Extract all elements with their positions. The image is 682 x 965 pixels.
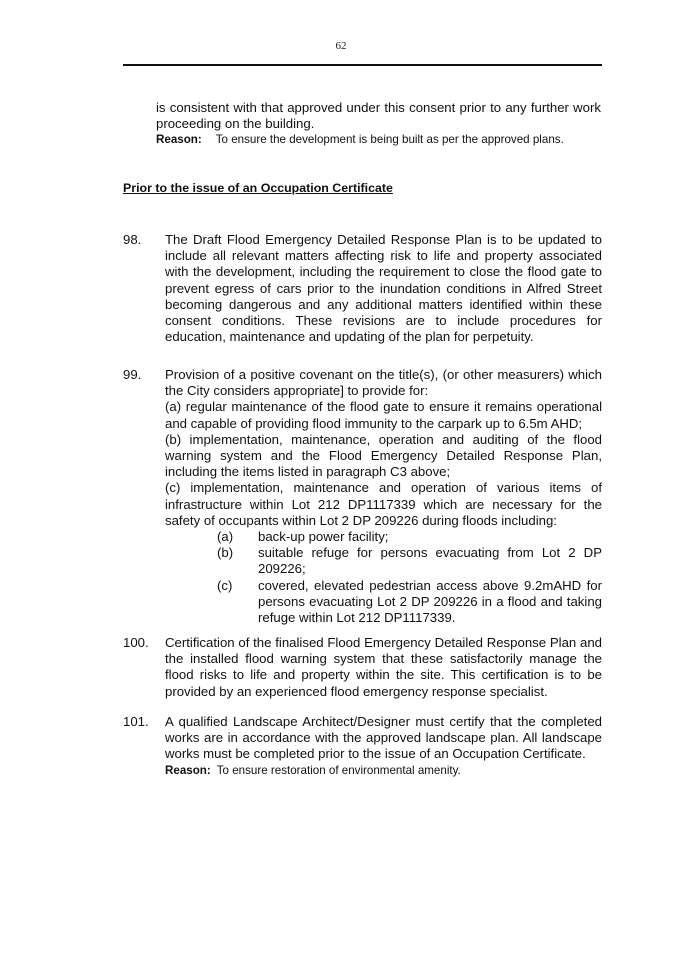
continuation-paragraph (156, 100, 601, 148)
condition-number: 100. (123, 635, 149, 650)
sub-item (217, 545, 602, 577)
reason-text: To ensure restoration of environmental amenity. (216, 763, 461, 777)
condition-text: The Draft Flood Emergency Detailed Response Plan is to be updated to include all relevant matters affecting risk to life and property associated with the development, including the requirement to close the flood gate to prevent egress of cars prior to the inundation conditions in Alfred Street becoming dangerous and any additional matters identified within these consent conditions. These revisions are to include procedures for education, maintenance and updating of the plan for perpetuity. (165, 232, 602, 345)
clause-a: (a) regular maintenance of the flood gate to ensure it remains operational and capable of providing flood immunity to the carpark up to 6.5m AHD; (165, 399, 602, 431)
clause-c: (c) implementation, maintenance and operation of various items of infrastructure within Lot 212 DP1117339 which are necessary for the safety of occupants within Lot 2 DP 209226 during floods including: (165, 480, 602, 528)
condition-intro: Provision of a positive covenant on the title(s), (or other measurers) which the City considers appropriate] to provide for: (165, 367, 602, 399)
reason-label: Reason: (156, 133, 202, 147)
condition-number: 98. (123, 232, 142, 247)
sub-item (217, 578, 602, 627)
reason-label: Reason: (165, 763, 211, 777)
condition-text: Certification of the finalised Flood Emergency Detailed Response Plan and the installed flood warning system that these satisfactorily manage the flood risks to life and property within the site. This certification is to be provided by an experienced flood emergency response specialist. (165, 635, 602, 699)
sub-item-text: suitable refuge for persons evacuating from Lot 2 DP 209226; (258, 545, 602, 577)
section-heading: Prior to the issue of an Occupation Certificate (123, 181, 393, 195)
clause-b: (b) implementation, maintenance, operation and auditing of the flood warning system and the Flood Emergency Detailed Response Plan, including the items listed in paragraph C3 above; (165, 431, 602, 480)
condition-text: A qualified Landscape Architect/Designer must certify that the completed works are in accordance with the approved landscape plan. All landscape works must be completed prior to the issue of an Occupation Certificate. (165, 714, 602, 762)
condition-reason (165, 763, 602, 779)
condition-body (165, 714, 602, 779)
page-number: 62 (335, 40, 347, 52)
condition-body (165, 367, 602, 626)
sub-item-text: covered, elevated pedestrian access above 9.2mAHD for persons evacuating Lot 2 DP 209226 in a flood and taking refuge within Lot 212 DP1117339. (258, 577, 602, 626)
sub-item-label: (c) (217, 577, 233, 593)
sub-item (217, 529, 602, 545)
sub-item-list (217, 529, 602, 626)
sub-item-text: back-up power facility; (258, 529, 389, 545)
reason-text: To ensure the development is being built as per the approved plans. (215, 133, 564, 147)
continuation-reason (156, 132, 601, 148)
condition-number: 101. (123, 714, 149, 729)
continuation-text: is consistent with that approved under this consent prior to any further work proceeding on the building. (156, 100, 601, 132)
sub-item-label: (a) (217, 529, 234, 545)
sub-item-label: (b) (217, 545, 234, 561)
condition-number: 99. (123, 367, 142, 382)
header-divider (123, 64, 602, 66)
